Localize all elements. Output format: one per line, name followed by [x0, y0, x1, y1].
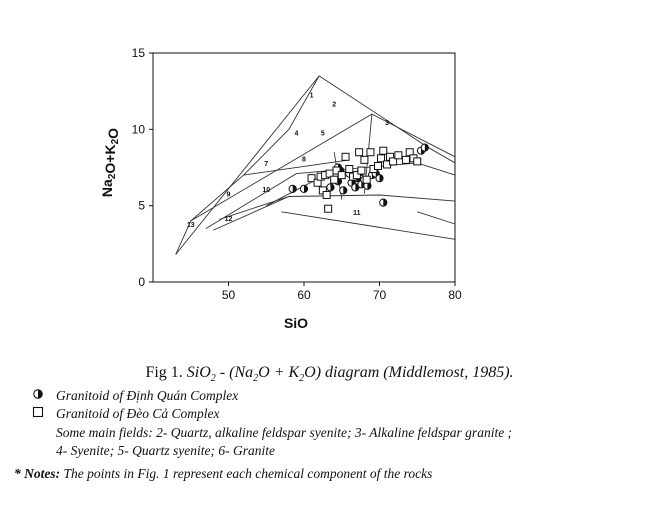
- dinh-quan-point: [289, 185, 296, 192]
- figure-caption: [0, 364, 659, 384]
- deo-ca-point: [358, 167, 365, 174]
- deo-ca-point: [414, 158, 421, 165]
- main-fields-line-1: Some main fields: 2- Quartz, alkaline feldspar syenite; 3- Alkaline feldspar granite ;: [56, 425, 513, 440]
- deo-ca-point: [380, 147, 387, 154]
- deo-ca-point: [346, 166, 353, 173]
- field-label: 8: [302, 156, 306, 164]
- y-tick-label: 10: [131, 122, 145, 137]
- legend-deo-ca-label: Granitoid of Đèo Cả Complex: [56, 406, 220, 421]
- note-text: The points in Fig. 1 represent each chemical component of the rocks: [60, 466, 433, 481]
- deo-ca-point: [323, 191, 330, 198]
- deo-ca-point: [342, 153, 349, 160]
- dinh-quan-point: [380, 199, 387, 206]
- deo-ca-point: [402, 156, 409, 163]
- dinh-quan-point: [340, 187, 347, 194]
- dinh-quan-point: [421, 144, 428, 151]
- x-tick-label: 60: [297, 288, 311, 302]
- caption-prefix: Fig 1.: [145, 364, 183, 381]
- classification-field-labels: [187, 92, 389, 229]
- dinh-quan-point: [376, 175, 383, 182]
- x-axis-title: SiO: [283, 315, 309, 331]
- x-tick-label: 80: [448, 288, 462, 302]
- dinh-quan-point: [300, 185, 307, 192]
- classification-field-boundaries: [176, 76, 455, 255]
- deo-ca-point: [361, 156, 368, 163]
- field-label: 1: [309, 92, 314, 100]
- deo-ca-point: [395, 152, 402, 159]
- y-tick-label: 5: [138, 198, 145, 213]
- field-label: 3: [385, 119, 390, 127]
- field-label: 7: [264, 160, 269, 168]
- y-tick-label: 15: [131, 46, 145, 60]
- x-tick-label: 70: [372, 288, 387, 302]
- y-tick-label: 0: [138, 275, 145, 289]
- main-fields-line-2: 4- Syenite; 5- Quartz syenite; 6- Granite: [56, 442, 275, 458]
- field-boundary-line: [176, 76, 319, 255]
- deo-ca-point: [367, 149, 374, 156]
- note-label: * Notes:: [14, 466, 61, 481]
- half-filled-circle-icon: [32, 388, 44, 400]
- plot-frame: [153, 53, 455, 282]
- field-label: 11: [353, 209, 361, 217]
- x-tick-label: 50: [221, 288, 236, 302]
- legend-dinh-quan-label: Granitoid of Định Quán Complex: [56, 388, 239, 403]
- field-label: 13: [186, 222, 195, 230]
- field-boundary-line: [417, 212, 455, 224]
- deo-ca-point: [325, 205, 332, 212]
- legend-deo-ca: [32, 406, 220, 422]
- field-label: 4: [294, 130, 299, 138]
- y-axis-title: $Na_2O+K_2O$: [99, 127, 121, 198]
- caption-formula: $SiO_2 - (Na_2O + K_2O)$ diagram (Middlemost, 1985).: [186, 364, 514, 385]
- deo-ca-point: [331, 176, 338, 183]
- deo-ca-point: [374, 162, 381, 169]
- field-label: 10: [262, 186, 271, 194]
- field-label: 9: [226, 191, 231, 199]
- field-label: 5: [320, 130, 325, 138]
- legend-dinh-quan: [32, 388, 238, 404]
- field-label: 12: [224, 215, 233, 223]
- deo-ca-point: [356, 149, 363, 156]
- deo-ca-point: [363, 176, 370, 183]
- field-label: 2: [332, 101, 337, 109]
- deo-ca-point: [338, 172, 345, 179]
- legend-main-fields: [56, 424, 512, 459]
- data-points: [289, 144, 428, 212]
- dinh-quan-point: [327, 184, 334, 191]
- figure-note: [14, 466, 432, 482]
- open-square-icon: [32, 406, 44, 418]
